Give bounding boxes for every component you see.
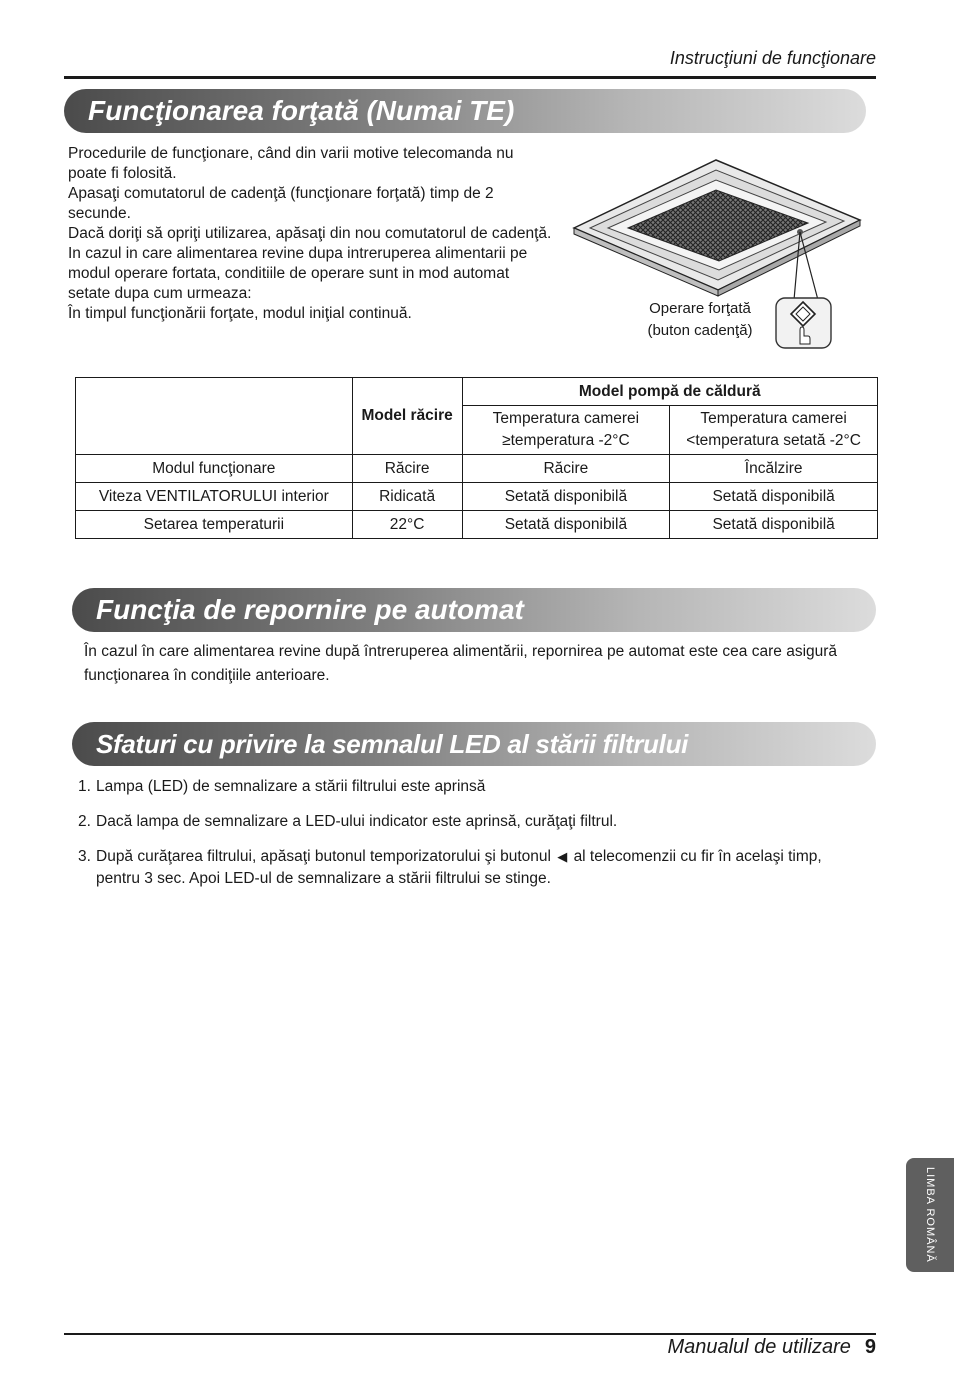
paragraph: Procedurile de funcţionare, când din varii motive telecomanda nu poate fi folosită. bbox=[68, 145, 514, 182]
cell-hp-high: Setată disponibilă bbox=[462, 511, 670, 539]
cell-hp-low: Încălzire bbox=[670, 455, 878, 483]
paragraph: In cazul in care alimentarea revine dupa intreruperea alimentarii pe modul operare fortata, conditiile de operare sunt in mod automat setate dupa cum urmeaza: bbox=[68, 245, 528, 302]
running-header: Instrucţiuni de funcţionare bbox=[669, 48, 876, 68]
list-item: 3. După curăţarea filtrului, apăsaţi butonul temporizatorului şi butonul ◀ al telecomenzii cu fir în acelaşi timp, pentru 3 sec. Apoi LED-ul de semnalizare a stării filtrului se stinge. bbox=[78, 848, 822, 887]
cell-hp-low: Setată disponibilă bbox=[670, 483, 878, 511]
list-item: 2. Dacă lampa de semnalizare a LED-ului indicator este aprinsă, curăţaţi filtrul. bbox=[78, 813, 618, 830]
header-heat-pump-model: Model pompă de căldură bbox=[462, 378, 877, 406]
table-row bbox=[76, 511, 878, 539]
section-banner-filter-led bbox=[72, 722, 876, 766]
top-rule bbox=[64, 76, 876, 79]
bottom-rule bbox=[64, 1333, 876, 1335]
section-banner-auto-restart bbox=[72, 588, 876, 632]
row-label: Modul funcţionare bbox=[76, 455, 353, 483]
subheader-room-temp-high: Temperatura camerei ≥temperatura -2°C bbox=[462, 406, 670, 455]
footer-title: Manualul de utilizare bbox=[667, 1336, 851, 1358]
forced-operation-text bbox=[68, 144, 553, 324]
table-row bbox=[76, 455, 878, 483]
cell-hp-high: Răcire bbox=[462, 455, 670, 483]
subheader-room-temp-low: Temperatura camerei <temperatura setată -2°C bbox=[670, 406, 878, 455]
section-banner-forced-operation bbox=[64, 89, 866, 133]
paragraph: În timpul funcţionării forţate, modul iniţial continuă. bbox=[68, 305, 412, 322]
paragraph: Dacă doriţi să opriţi utilizarea, apăsaţi din nou comutatorul de cadenţă. bbox=[68, 225, 552, 242]
section-heading: Sfaturi cu privire la semnalul LED al stării filtrului bbox=[96, 728, 689, 759]
forced-operation-table bbox=[75, 377, 878, 539]
cell-cooling: 22°C bbox=[352, 511, 462, 539]
left-triangle-icon: ◀ bbox=[557, 849, 568, 864]
table-row bbox=[76, 483, 878, 511]
row-label: Setarea temperaturii bbox=[76, 511, 353, 539]
section-heading: Funcţionarea forţată (Numai TE) bbox=[88, 95, 515, 126]
forced-operation-button-caption: Operare forţată (buton cadenţă) bbox=[647, 300, 753, 339]
cell-hp-low: Setată disponibilă bbox=[670, 511, 878, 539]
cell-cooling: Răcire bbox=[352, 455, 462, 483]
language-side-tab: LIMBA ROMÂNĂ bbox=[906, 1158, 954, 1272]
table-empty-header bbox=[76, 378, 353, 455]
cell-hp-high: Setată disponibilă bbox=[462, 483, 670, 511]
page-footer bbox=[667, 1336, 876, 1359]
paragraph: Apasaţi comutatorul de cadenţă (funcţionare forţată) timp de 2 secunde. bbox=[68, 185, 494, 222]
page-number: 9 bbox=[864, 1336, 876, 1358]
list-item: 1. Lampa (LED) de semnalizare a stării filtrului este aprinsă bbox=[78, 778, 486, 795]
row-label: Viteza VENTILATORULUI interior bbox=[76, 483, 353, 511]
auto-restart-text: În cazul în care alimentarea revine după întreruperea alimentării, repornirea pe automat este cea care asigură funcţionarea în condiţiile anterioare. bbox=[84, 643, 838, 684]
filter-led-tips-list bbox=[78, 776, 868, 903]
section-heading: Funcţia de repornire pe automat bbox=[96, 594, 524, 625]
header-cooling-model: Model răcire bbox=[352, 378, 462, 455]
cell-cooling: Ridicată bbox=[352, 483, 462, 511]
